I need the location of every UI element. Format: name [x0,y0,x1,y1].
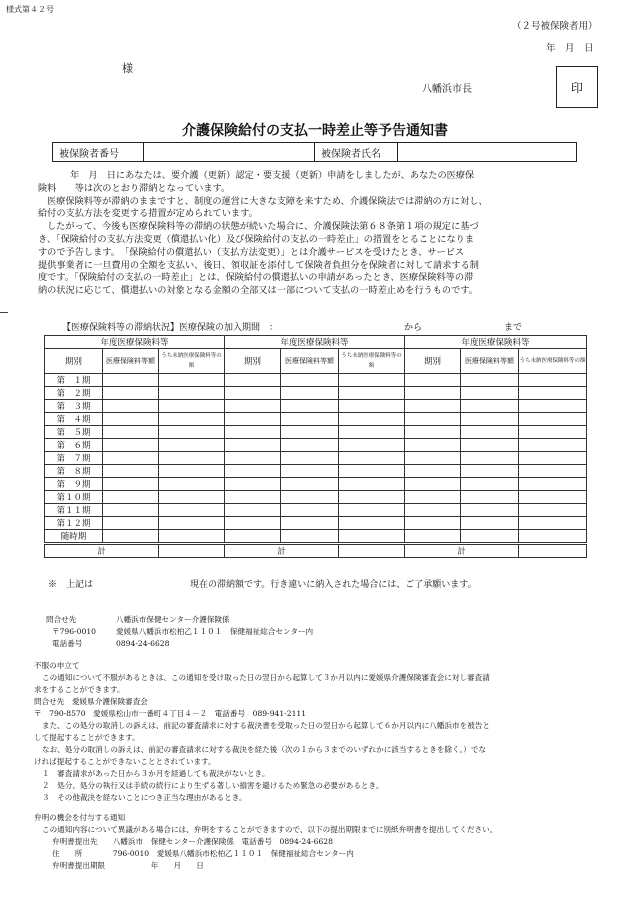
amount-cell [281,374,339,387]
appeal-line: この通知について不服があるときは、この通知を受け取った日の翌日から起算して３か月以内に愛媛県介護保険審査会に対し審査請 [42,673,490,682]
insured-name-label: 被保険者氏名 [315,143,398,162]
amount-cell [103,530,159,544]
period-col-header: 期別 [225,349,281,374]
period-label: 第 ２期 [45,387,103,400]
appeal-line: 〒 790-8570 愛媛県松山市一番町４丁目４－２ 電話番号 089-941-2111 [34,709,307,718]
period-label [225,400,281,413]
amount-col-header: 医療保険料等額 [281,349,339,374]
seal-box [556,66,598,108]
appeal-line: 求をすることができます。 [34,685,125,694]
amount-cell [281,426,339,439]
unpaid-cell [519,439,587,452]
period-label: 第１０期 [45,491,103,504]
period-row [45,439,587,452]
unpaid-cell [159,504,225,517]
period-from-label: から [404,323,423,333]
appeal-line: また、この処分の取消しの訴えは、前記の審査請求に対する裁決書を受取った日の翌日から起算して６か月以内に八幡浜市を被告と [42,721,491,730]
contact-postal: 〒796-0010 [52,627,96,636]
unpaid-cell [519,400,587,413]
addressee-suffix: 様 [122,62,133,75]
total-cell [339,544,405,558]
unpaid-cell [159,478,225,491]
unpaid-cell [339,439,405,452]
period-label [405,530,461,544]
period-label [405,504,461,517]
period-label [225,504,281,517]
body-line: き、「保険給付の支払方法変更（償還払い化）及び保険給付の支払の一時差止」の措置をとることになりま [38,233,475,245]
amount-cell [281,478,339,491]
body-line: 給付の支払方法を変更する措置が定められています。 [38,208,258,220]
period-label [405,465,461,478]
period-to-label: まで [504,323,523,333]
period-label [225,530,281,544]
period-row [45,517,587,530]
amount-col-header: 医療保険料等額 [461,349,519,374]
appeal-heading: 不服の申立て [34,661,80,670]
amount-cell [281,517,339,530]
period-row [45,387,587,400]
body-line: したがって、今後も医療保険料等の滞納の状態が続いた場合に、介護保険法第６８条第１項の規定に基づ [47,221,479,233]
unpaid-cell [519,413,587,426]
period-label: 第 ８期 [45,465,103,478]
body-line: 医療保険料等が滞納のままですと、制度の運営に大きな支障を来すため、介護保険法では滞納の方に対し、 [47,195,488,207]
unpaid-cell [339,400,405,413]
unpaid-cell [339,465,405,478]
seal-label: 印 [570,80,583,95]
appeal-item: ２ 処分、処分の執行又は手続の続行により生ずる著しい損害を避けるため緊急の必要があるとき。 [42,781,384,790]
amount-cell [103,387,159,400]
appeal-line: なお、処分の取消しの訴えは、前記の審査請求に対する裁決を経た後（次の１から３までのいずれかに該当するときを除く。）でな [42,745,487,754]
period-label [405,439,461,452]
period-label: 第 ６期 [45,439,103,452]
amount-cell [461,517,519,530]
period-label [225,517,281,530]
unpaid-cell [519,452,587,465]
body-line: 納の状況に応じて、償還払いの対象となる金額の全部又は一部について支払の一時差止めを行うものです。 [38,285,478,297]
insured-info-table [52,142,577,162]
unpaid-col-header: うち未納医療保険料等の額 [159,349,225,374]
amount-cell [281,465,339,478]
unpaid-cell [519,374,587,387]
amount-cell [281,439,339,452]
period-col-header: 期別 [45,349,103,374]
amount-cell [103,517,159,530]
fold-mark [0,312,8,313]
appeal-line: 問合せ先 愛媛県介護保険審査会 [34,697,148,706]
body-line: すので予告します。 「保険給付の償還払い（支払方法変更）」とは介護サービスを受けたとき、サービス [38,246,465,258]
amount-cell [281,387,339,400]
form-number: 様式第４２号 [6,5,54,14]
period-label [225,426,281,439]
amount-cell [461,504,519,517]
unpaid-cell [339,452,405,465]
fiscal-year-header: 年度医療保険料等 [45,336,225,349]
contact-office: 八幡浜市保健センター介護保険係 [116,615,230,624]
unpaid-cell [519,478,587,491]
insured-number-value [144,143,315,162]
defense-line: 住 所 796-0010 愛媛県八幡浜市松柏乙１１０１ 保健福祉総合センター内 [52,849,354,858]
total-label: 計 [45,544,159,558]
defense-line: 弁明書提出先 八幡浜市 保健センター介護保険係 電話番号 0894-24-6628 [52,837,333,846]
unpaid-cell [159,400,225,413]
period-row [45,504,587,517]
amount-cell [103,452,159,465]
period-row [45,491,587,504]
period-row [45,452,587,465]
unpaid-cell [159,530,225,544]
period-label: 第 ９期 [45,478,103,491]
period-label [225,413,281,426]
period-label [225,387,281,400]
amount-cell [103,413,159,426]
period-label [405,413,461,426]
amount-cell [461,491,519,504]
period-label [225,478,281,491]
amount-cell [103,400,159,413]
contact-block [46,614,446,650]
insured-number-label: 被保険者番号 [53,143,144,162]
unpaid-cell [339,517,405,530]
amount-cell [281,400,339,413]
total-cell [519,544,587,558]
period-label [405,426,461,439]
period-row [45,374,587,387]
date-line: 年 月 日 [546,43,594,54]
unpaid-cell [159,413,225,426]
unpaid-cell [159,387,225,400]
amount-col-header: 医療保険料等額 [103,349,159,374]
amount-cell [461,426,519,439]
unpaid-cell [519,491,587,504]
note-mark: ※ 上記は [48,580,94,590]
contact-address: 愛媛県八幡浜市松柏乙１１０１ 保健福祉総合センター内 [116,627,314,636]
defense-block [34,812,609,872]
unpaid-cell [159,465,225,478]
appeal-block [34,660,594,804]
period-label: 第 ５期 [45,426,103,439]
unpaid-cell [339,491,405,504]
period-label [405,478,461,491]
amount-cell [281,452,339,465]
period-row [45,465,587,478]
body-line: 年 月 日にあなたは、要介護（更新）認定・要支援（更新）申請をしましたが、あなたの医療保 [70,170,475,181]
period-row [45,530,587,544]
unpaid-cell [339,478,405,491]
period-label: 第１２期 [45,517,103,530]
unpaid-cell [519,530,587,544]
period-label [225,374,281,387]
appeal-item: ３ その他裁決を経ないことにつき正当な理由があるとき。 [42,793,247,802]
period-label: 第 ３期 [45,400,103,413]
unpaid-cell [339,413,405,426]
period-label [225,452,281,465]
amount-cell [461,478,519,491]
period-label: 第 ７期 [45,452,103,465]
amount-cell [103,465,159,478]
unpaid-cell [519,426,587,439]
unpaid-col-header: うち未納医療保険料等の額 [339,349,405,374]
amount-cell [281,491,339,504]
total-row [45,544,587,558]
period-label: 随時期 [45,530,103,544]
arrears-status-label: 【医療保険料等の滞納状況】医療保険の加入期間 ： [62,323,279,333]
contact-phone-label: 電話番号 [52,639,83,648]
period-label: 第１１期 [45,504,103,517]
unpaid-cell [519,465,587,478]
unpaid-cell [519,387,587,400]
period-label [405,452,461,465]
total-label: 計 [405,544,519,558]
amount-cell [461,452,519,465]
period-label [405,374,461,387]
appeal-item: １ 審査請求があった日から３か月を経過しても裁決がないとき。 [42,769,270,778]
amount-cell [461,439,519,452]
fiscal-year-header: 年度医療保険料等 [225,336,405,349]
amount-cell [103,478,159,491]
unpaid-cell [339,374,405,387]
amount-cell [281,504,339,517]
body-line: 提供事業者に一旦費用の全額を支払い、後日、領収証を添付して保険者負担分を保険者に対して請求する制 [38,259,479,271]
period-label [405,491,461,504]
period-label [225,439,281,452]
period-label: 第 １期 [45,374,103,387]
unpaid-cell [159,374,225,387]
insured-name-value [398,143,577,162]
unpaid-cell [159,426,225,439]
defense-line: 弁明書提出期限 年 月 日 [52,861,204,870]
contact-label: 問合せ先 [46,615,77,624]
total-label: 計 [225,544,339,558]
body-line: 険料 等は次のとおり滞納となっています。 [38,182,231,194]
period-label [405,387,461,400]
amount-cell [281,413,339,426]
amount-cell [461,530,519,544]
sender-name: 八幡浜市長 [422,84,472,95]
notice-body [38,170,578,298]
amount-cell [103,439,159,452]
amount-cell [461,387,519,400]
period-label [225,465,281,478]
amount-cell [461,465,519,478]
amount-cell [461,413,519,426]
unpaid-cell [339,426,405,439]
unpaid-cell [339,387,405,400]
insured-type-label: （２号被保険者用） [512,21,598,32]
period-label [225,491,281,504]
fiscal-year-header: 年度医療保険料等 [405,336,587,349]
period-row [45,478,587,491]
amount-cell [103,426,159,439]
unpaid-cell [159,491,225,504]
body-line: 度です。「保険給付の支払の一時差止」とは、保険給付の償還払いの申請があったとき、医療保険料等の滞 [38,272,474,284]
total-cell [159,544,225,558]
contact-phone: 0894-24-6628 [116,639,170,648]
period-label: 第 ４期 [45,413,103,426]
amount-cell [461,400,519,413]
unpaid-cell [339,504,405,517]
document-title: 介護保険給付の支払一時差止等予告通知書 [182,123,448,139]
period-label [405,400,461,413]
period-row [45,413,587,426]
unpaid-cell [159,452,225,465]
unpaid-cell [159,439,225,452]
period-label [405,517,461,530]
period-row [45,426,587,439]
unpaid-col-header: うち未納医療保険料等の額 [519,349,587,374]
unpaid-cell [159,517,225,530]
amount-cell [103,374,159,387]
defense-line: この通知内容について異議がある場合には、弁明をすることができますので、以下の提出期限までに別紙弁明書を提出してください。 [42,825,498,834]
appeal-line: して提起することができます。 [34,733,140,742]
arrears-table [44,335,587,558]
unpaid-cell [519,517,587,530]
amount-cell [103,491,159,504]
amount-cell [103,504,159,517]
amount-cell [281,530,339,544]
period-col-header: 期別 [405,349,461,374]
defense-heading: 弁明の機会を付与する通知 [34,813,126,822]
unpaid-cell [339,530,405,544]
appeal-line: ければ提起することができないこととされています。 [34,757,216,766]
unpaid-cell [519,504,587,517]
amount-cell [461,374,519,387]
period-row [45,400,587,413]
note-text: 現在の滞納額です。行き違いに納入された場合には、ご了承願います。 [190,580,477,590]
